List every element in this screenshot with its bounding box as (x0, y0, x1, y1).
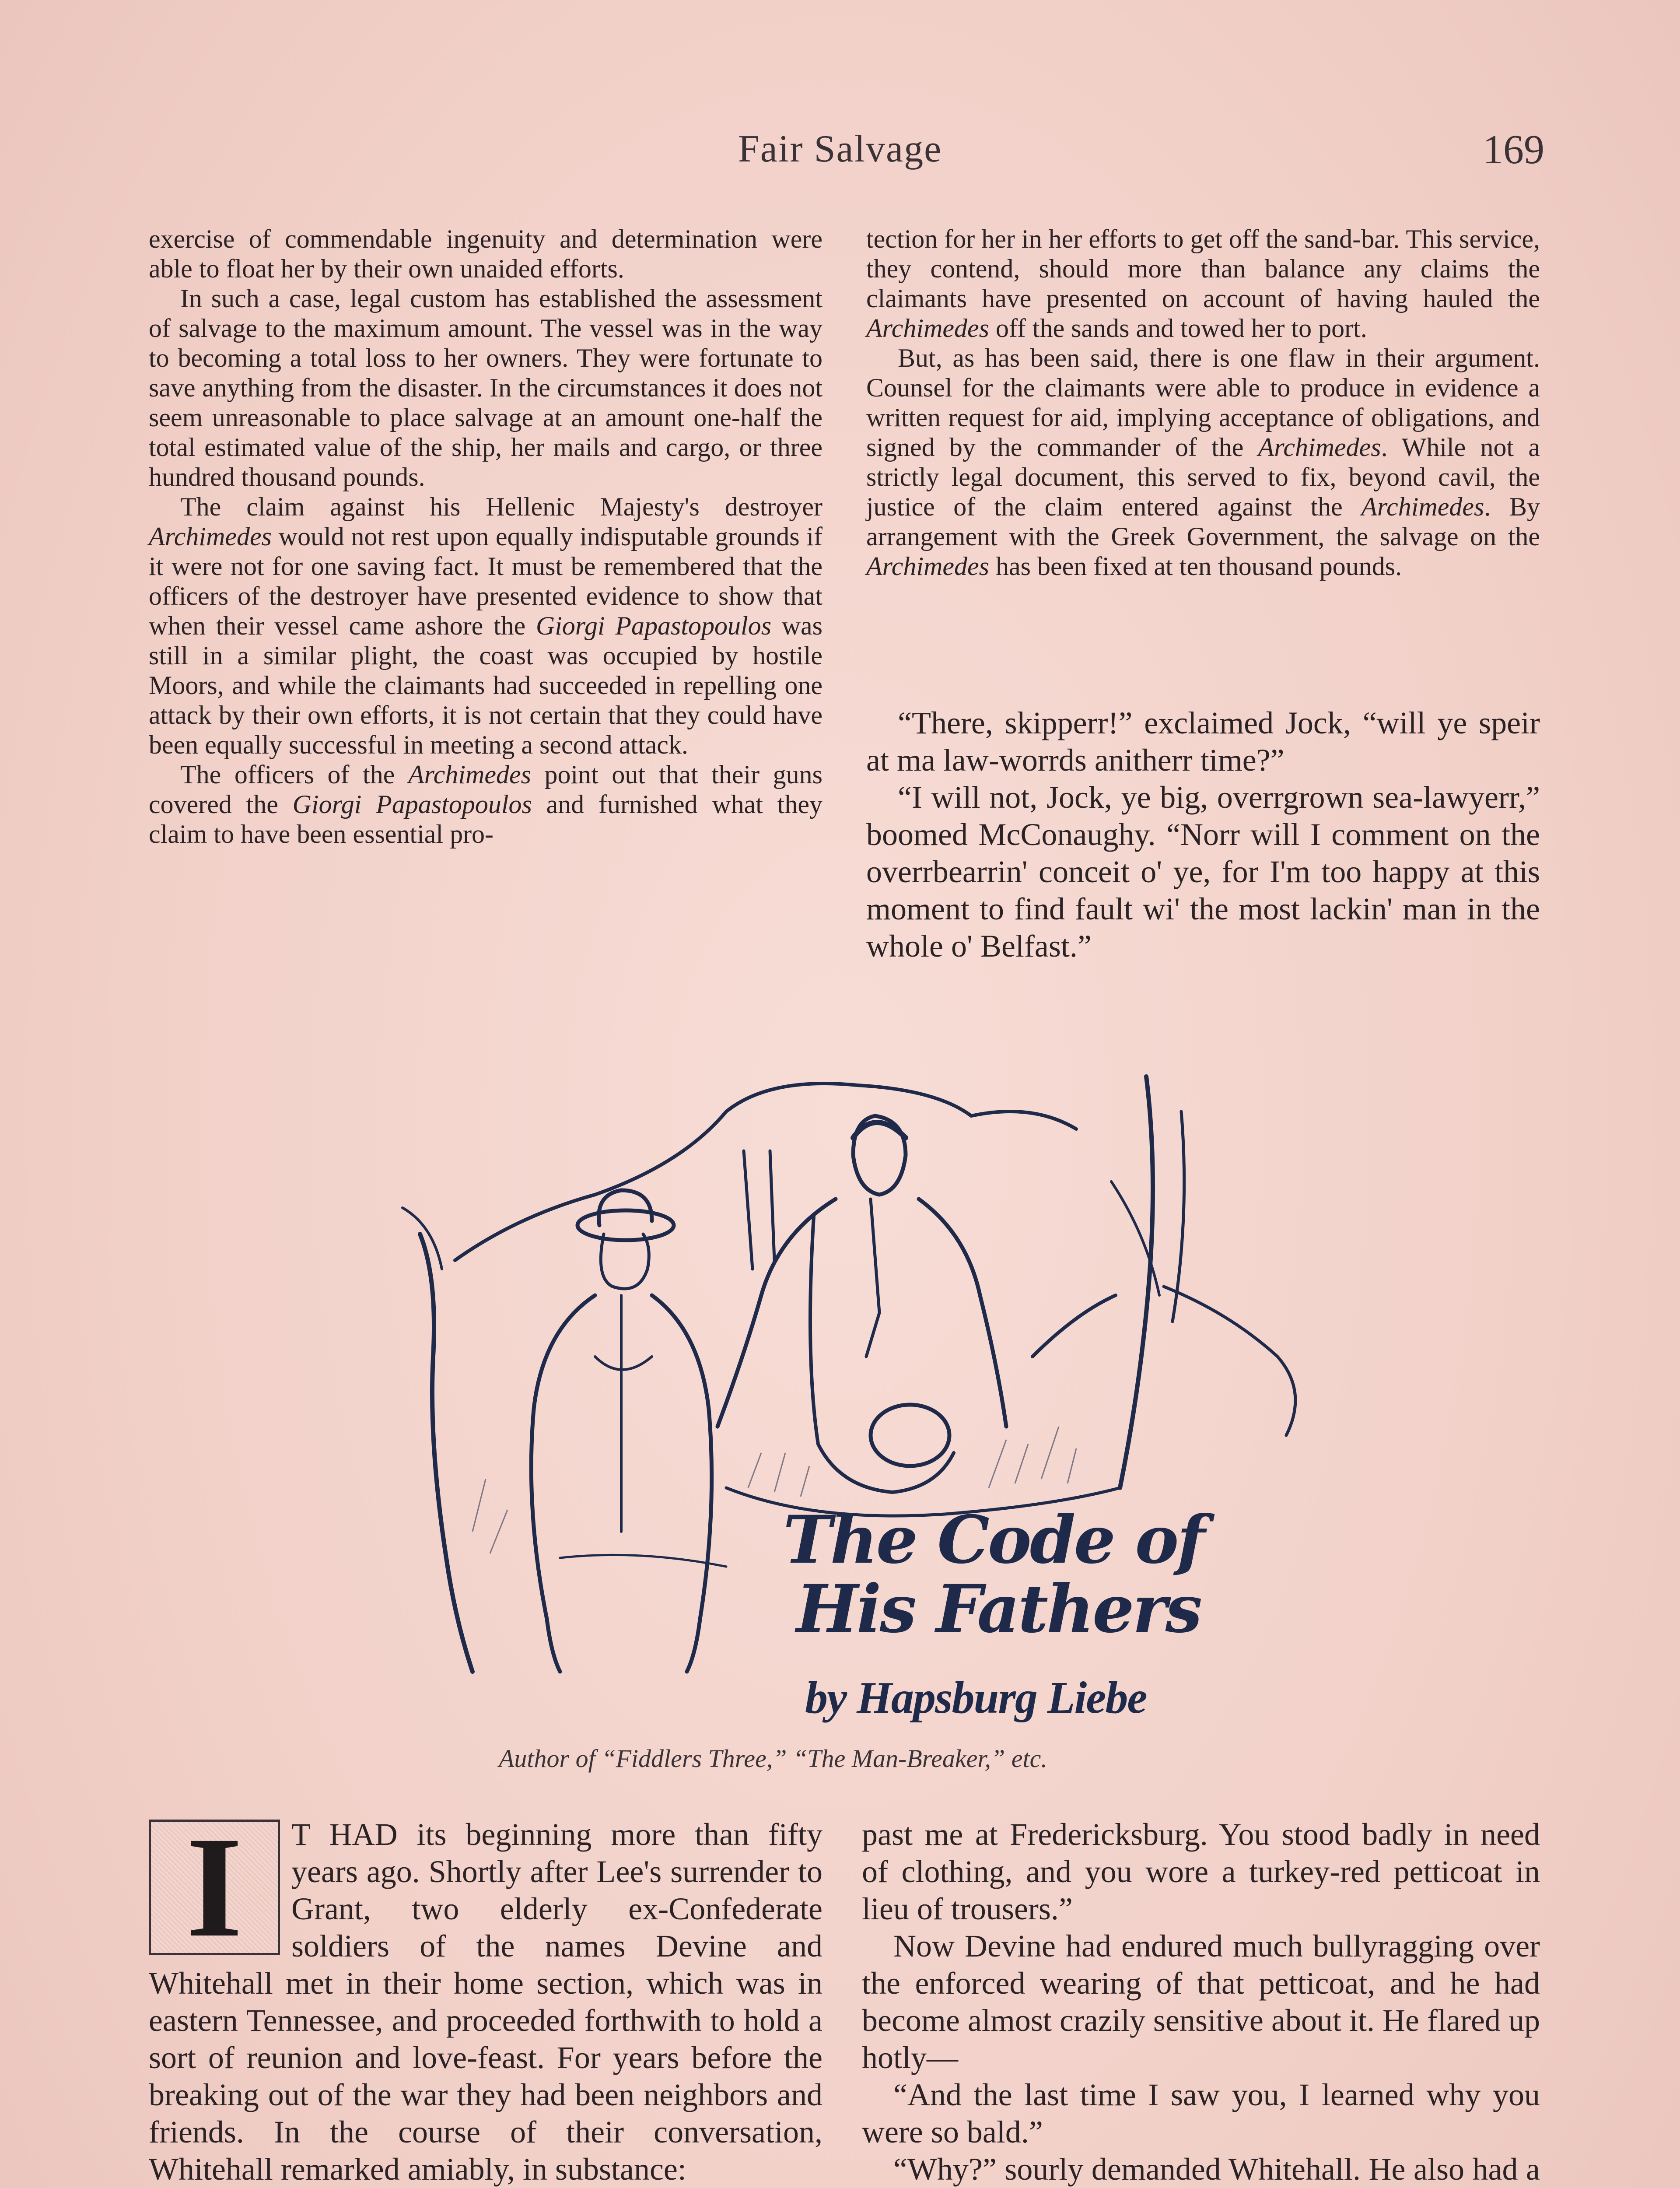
author-note: Author of “Fiddlers Three,” “The Man-Breaker,” etc. (499, 1744, 1047, 1773)
story-title-line1: The Code of (783, 1501, 1204, 1578)
ship-name: Archimedes (1258, 433, 1381, 462)
paragraph: The officers of the Archimedes point out that their guns covered the Giorgi Papastopoulos and furnished what they claim to have been essential pro- (149, 760, 823, 849)
ship-name: Giorgi Papastopoulos (292, 790, 532, 819)
dialogue-column (866, 705, 1540, 965)
paragraph: exercise of commendable ingenuity and determination were able to float her by their own unaided efforts. (149, 224, 822, 283)
story-title-line2: His Fathers (796, 1571, 1201, 1648)
ship-name: Archimedes (866, 552, 990, 581)
bottom-right-column (862, 1816, 1540, 2188)
paragraph: “There, skipperr!” exclaimed Jock, “will ye speir at ma law-worrds anitherr time?” (866, 705, 1540, 778)
paragraph: tection for her in her efforts to get off the sand-bar. This service, they contend, should more than balance any claims the claimants have presented on account of having hauled the Archimedes off the sands and towed her to port. (866, 224, 1540, 343)
page-number: 169 (1483, 127, 1544, 172)
ship-name: Archimedes (1361, 492, 1484, 521)
running-title: Fair Salvage (738, 128, 942, 170)
byline: by Hapsburg Liebe (805, 1673, 1147, 1723)
paragraph: “I will not, Jock, ye big, overrgrown sea-lawyerr,” boomed McConaughy. “Norr will I comment on the overrbearrin' conceit o' ye, for I'm too happy at this moment to find fault wi' the most lackin' man in the whole o' Belfast.” (866, 780, 1540, 964)
paragraph: “And the last time I saw you, I learned why you were so bald.” (862, 2077, 1540, 2149)
paragraph: The claim against his Hellenic Majesty's destroyer Archimedes would not rest upon equally indisputable grounds if it were not for one saving fact. It must be remembered that the officers of the destroyer have presented evidence to show that when their vessel came ashore the Giorgi Papastopoulos was still in a similar plight, the coast was occupied by hostile Moors, and while the claimants had succeeded in repelling one attack by their own efforts, it is not certain that they could have been equally successful in meeting a second attack. (149, 492, 823, 759)
paragraph: In such a case, legal custom has established the assessment of salvage to the maximum amount. The vessel was in the way to becoming a total loss to her owners. They were fortunate to save anything from the disaster. In the circumstances it does not seem unreasonable to place salvage at an amount one-half the total estimated value of the ship, her mails and cargo, or three hundred thousand pounds. (149, 284, 822, 491)
ship-name: Giorgi Papastopoulos (536, 611, 772, 640)
paragraph: Now Devine had endured much bullyragging over the enforced wearing of that petticoat, and he had become almost crazily sensitive about it. He flared up hotly— (862, 1929, 1540, 2075)
bottom-left-column (149, 1807, 822, 2188)
top-left-column (149, 224, 822, 849)
paragraph: past me at Fredericksburg. You stood badly in need of clothing, and you wore a turkey-red petticoat in lieu of trousers.” (862, 1817, 1540, 1926)
paragraph: “Why?” sourly demanded Whitehall. He also had a (893, 2152, 1540, 2187)
ship-name: Archimedes (866, 314, 990, 343)
top-right-column (866, 224, 1540, 581)
paragraph: But, as has been said, there is one flaw in their argument. Counsel for the claimants were able to produce in evidence a written request for aid, implying acceptance of obligations, and signed by the commander of the Archimedes. While not a strictly legal document, this served to fix, beyond cavil, the justice of the claim entered against the Archimedes. By arrangement with the Greek Government, the salvage on the Archimedes has been fixed at ten thousand pounds. (866, 344, 1540, 581)
paragraph: T HAD its beginning more than fifty years ago. Shortly after Lee's surrender to Grant, two elderly ex-Confederate soldiers of the names Devine and Whitehall met in their home section, which was in eastern Tennessee, and proceeded forthwith to hold a sort of reunion and love-feast. For years before the breaking out of the war they had been neighbors and friends. In the course of their conversation, Whitehall remarked amiably, in substance: (149, 1817, 822, 2187)
ship-name: Archimedes (149, 522, 272, 551)
story-title (783, 1501, 1286, 1648)
ship-name: Archimedes (408, 760, 531, 789)
drop-cap: I (149, 1820, 280, 1955)
